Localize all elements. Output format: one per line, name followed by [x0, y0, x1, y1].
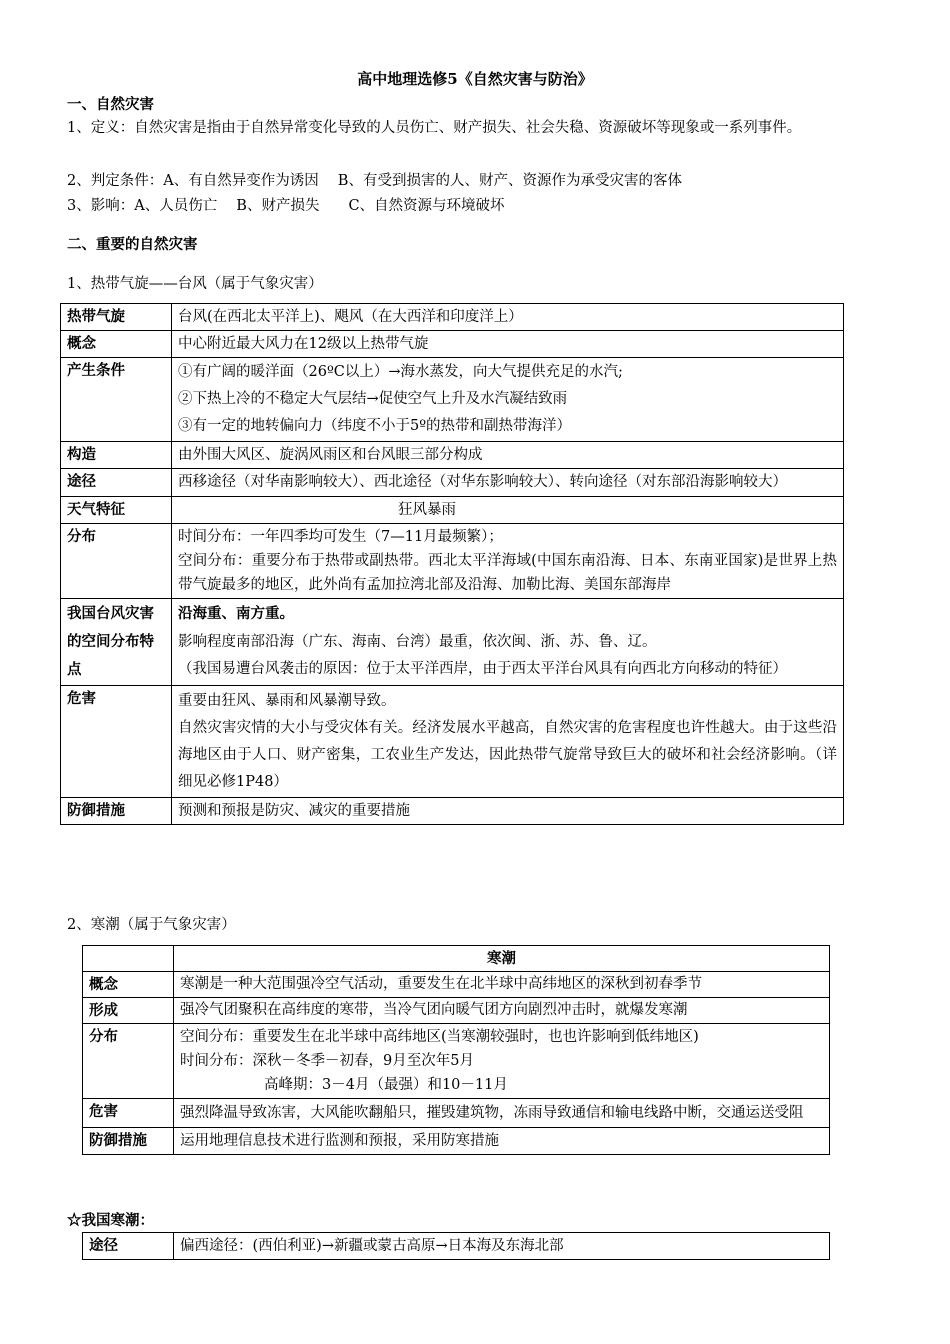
china-cold-wave-table	[82, 1232, 830, 1260]
row-value: 西移途径（对华南影响较大）、西北途径（对华东影响较大）、转向途径（对东部沿海影响较大）	[172, 469, 844, 497]
cold-wave-table	[82, 945, 830, 1155]
row-value: 强烈降温导致冻害，大风能吹翻船只，摧毁建筑物，冻雨导致通信和输电线路中断，交通运送受阻	[174, 1099, 830, 1128]
table-row	[61, 599, 844, 686]
table-row	[83, 1099, 830, 1128]
condition-3: ③有一定的地转偏向力（纬度不小于5º的热带和副热带海洋）	[178, 418, 572, 434]
row-header: 产生条件	[61, 358, 172, 442]
distribution-summary: 沿海重、南方重。	[178, 605, 294, 622]
table-header: 寒潮	[174, 946, 830, 972]
impact-text: 3、影响：A、人员伤亡 B、财产损失 C、自然资源与环境破坏	[67, 198, 505, 214]
cold-wave-caption: 2、寒潮（属于气象灾害）	[67, 917, 236, 933]
row-value: 预测和预报是防灾、减灾的重要措施	[172, 798, 844, 825]
row-value	[172, 524, 844, 599]
row-value: 由外围大风区、旋涡风雨区和台风眼三部分构成	[172, 442, 844, 469]
row-header: 途径	[61, 469, 172, 497]
row-header: 分布	[61, 524, 172, 599]
row-value: 中心附近最大风力在12级以上热带气旋	[172, 331, 844, 358]
row-header: 天气特征	[61, 497, 172, 524]
row-value: 强冷气团聚积在高纬度的寒带，当冷气团向暖气团方向剧烈冲击时，就爆发寒潮	[174, 998, 830, 1024]
row-value: 运用地理信息技术进行监测和预报，采用防寒措施	[174, 1128, 830, 1155]
time-distribution: 时间分布：深秋－冬季－初春，9月至次年5月	[180, 1053, 474, 1069]
table-row	[61, 331, 844, 358]
table-row	[61, 524, 844, 599]
table-row	[61, 304, 844, 331]
row-value: 狂风暴雨	[172, 497, 844, 524]
row-value: 偏西途径：(西伯利亚)→新疆或蒙古高原→日本海及东海北部	[174, 1233, 830, 1260]
row-value: 台风(在西北太平洋上)、飓风（在大西洋和印度洋上）	[172, 304, 844, 331]
table-row	[83, 998, 830, 1024]
china-cold-wave-caption: ☆我国寒潮：	[67, 1212, 154, 1229]
row-header: 危害	[61, 686, 172, 798]
space-distribution: 空间分布：重要分布于热带或副热带。西北太平洋海域(中国东南沿海、日本、东南亚国家)是世界上热带气旋最多的地区，此外尚有孟加拉湾北部及沿海、加勒比海、美国东部海岸	[178, 553, 837, 593]
row-header: 概念	[61, 331, 172, 358]
criteria-text: 2、判定条件：A、有自然异变作为诱因 B、有受到损害的人、财产、资源作为承受灾害的客体	[67, 173, 682, 189]
hazard-detail: 自然灾害灾情的大小与受灾体有关。经济发展水平越高，自然灾害的危害程度也许性越大。由于这些沿海地区由于人口、财产密集，工农业生产发达，因此热带气旋常导致巨大的破坏和社会经济影响。（详细见必修1P48）	[178, 720, 837, 790]
table-row	[83, 972, 830, 998]
table-row	[61, 497, 844, 524]
hazard-cause: 重要由狂风、暴雨和风暴潮导致。	[178, 693, 396, 709]
space-distribution: 空间分布：重要发生在北半球中高纬地区(当寒潮较强时，也也许影响到低纬地区)	[180, 1029, 699, 1045]
row-header: 形成	[83, 998, 174, 1024]
row-header: 构造	[61, 442, 172, 469]
row-header: 防御措施	[83, 1128, 174, 1155]
distribution-reason: （我国易遭台风袭击的原因：位于太平洋西岸，由于西太平洋台风具有向西北方向移动的特征）	[178, 661, 787, 677]
section1-heading: 一、自然灾害	[67, 96, 154, 113]
row-header: 我国台风灾害的空间分布特点	[61, 599, 172, 686]
condition-1: ①有广阔的暖洋面（26ºC以上）→海水蒸发，向大气提供充足的水汽;	[178, 364, 623, 380]
row-value: 寒潮是一种大范围强冷空气活动，重要发生在北半球中高纬地区的深秋到初春季节	[174, 972, 830, 998]
row-value	[172, 358, 844, 442]
peak-period: 高峰期：3－4月（最强）和10－11月	[264, 1077, 508, 1093]
table-row	[83, 1128, 830, 1155]
time-distribution: 时间分布：一年四季均可发生（7—11月最频繁）；	[178, 529, 503, 545]
definition-text: 1、定义：自然灾害是指由于自然异常变化导致的人员伤亡、财产损失、社会失稳、资源破坏等现象或一系列事件。	[67, 120, 802, 136]
table-row	[83, 1024, 830, 1099]
row-header: 概念	[83, 972, 174, 998]
distribution-detail: 影响程度南部沿海（广东、海南、台湾）最重，依次闽、浙、苏、鲁、辽。	[178, 634, 657, 650]
table-row	[61, 798, 844, 825]
row-header: 防御措施	[61, 798, 172, 825]
section2-heading: 二、重要的自然灾害	[67, 236, 198, 253]
typhoon-caption: 1、热带气旋——台风（属于气象灾害）	[67, 276, 323, 292]
document-title: 高中地理选修5《自然灾害与防治》	[357, 70, 593, 88]
row-header: 途径	[83, 1233, 174, 1260]
table-row	[61, 469, 844, 497]
condition-2: ②下热上冷的不稳定大气层结→促使空气上升及水汽凝结致雨	[178, 391, 568, 407]
row-header: 热带气旋	[61, 304, 172, 331]
table-row	[61, 442, 844, 469]
row-value	[172, 599, 844, 686]
row-value	[172, 686, 844, 798]
row-header: 危害	[83, 1099, 174, 1128]
row-header: 分布	[83, 1024, 174, 1099]
table-row	[83, 1233, 830, 1260]
table-row	[61, 358, 844, 442]
table-row	[83, 946, 830, 972]
typhoon-table	[60, 303, 844, 825]
row-value	[174, 1024, 830, 1099]
table-row	[61, 686, 844, 798]
